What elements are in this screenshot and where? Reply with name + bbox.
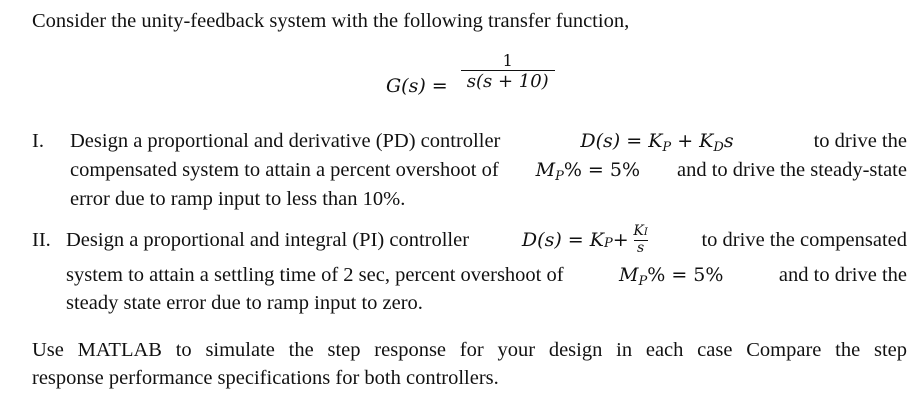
- tf-lhs: G(s) =: [386, 75, 448, 98]
- item-2-text-b: to drive the compensated: [701, 229, 907, 251]
- item-2-line-1: [66, 220, 907, 260]
- item-2-line-3: steady state error due to ramp input to zero.: [66, 292, 423, 314]
- item-1-text-b: to drive the: [813, 130, 907, 152]
- item-label-2: II.: [32, 229, 51, 251]
- closing-line-1: Use MATLAB to simulate the step response for your design in each case Compare the step: [32, 339, 907, 361]
- item-1-line2-a: compensated system to attain a percent overshoot of: [70, 159, 499, 181]
- item-2-line2-a: system to attain a settling time of 2 sec, percent overshoot of: [66, 264, 564, 286]
- overshoot-eq: $M_P\% = 5\%$: [535, 159, 641, 184]
- overshoot-eq-2: $M_P\% = 5\%$: [619, 264, 724, 289]
- transfer-function: [386, 51, 556, 98]
- item-1-line-3: error due to ramp input to less than 10%.: [70, 188, 406, 210]
- pi-controller-eq: D(s) = K P + $\frac{KI}{s}$: [521, 223, 648, 256]
- closing-line-2: response performance specifications for both controllers.: [32, 367, 499, 389]
- item-1-text-a: Design a proportional and derivative (PD) controller: [70, 130, 501, 152]
- intro-text: Consider the unity-feedback system with the following transfer function,: [32, 10, 630, 32]
- item-2-line-2: [66, 263, 907, 290]
- pd-controller-eq: $D(s) = K_P + K_Ds$: [580, 130, 734, 155]
- item-2-text-a: Design a proportional and integral (PI) controller: [66, 229, 470, 251]
- item-2-line2-b: and to drive the: [778, 264, 907, 286]
- item-1-line2-b: and to drive the steady-state: [677, 159, 907, 181]
- tf-numerator: 1: [502, 51, 513, 70]
- item-1-line-2: [70, 158, 907, 185]
- item-1-line-1: [70, 129, 907, 156]
- item-label-1: I.: [32, 130, 44, 152]
- tf-denominator: s(s + 10): [466, 71, 549, 92]
- tf-fraction: [460, 52, 556, 93]
- pi-fraction: $\frac{KI}{s}$: [633, 223, 648, 256]
